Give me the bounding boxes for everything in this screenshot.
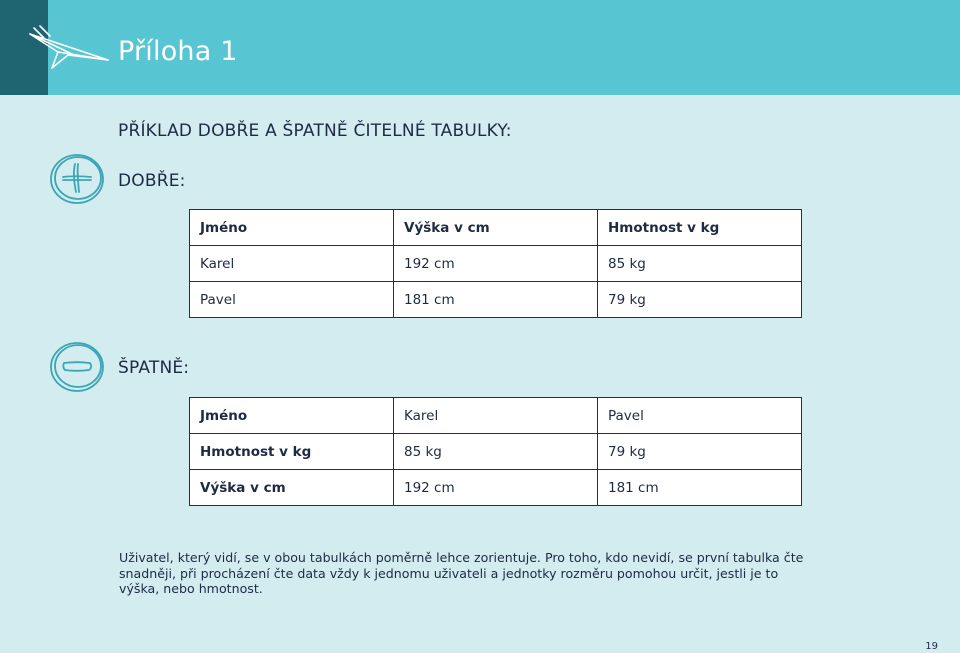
table-cell: 181 cm bbox=[394, 282, 598, 318]
table-header-cell: Jméno bbox=[190, 210, 394, 246]
table-cell: 192 cm bbox=[394, 470, 598, 506]
paper-plane-icon bbox=[28, 24, 110, 70]
section-heading: PŘÍKLAD DOBŘE A ŠPATNĚ ČITELNÉ TABULKY: bbox=[118, 121, 512, 141]
page-number: 19 bbox=[925, 641, 938, 652]
page-title: Příloha 1 bbox=[118, 36, 238, 67]
table-cell: Karel bbox=[190, 246, 394, 282]
table-row bbox=[190, 246, 802, 282]
table-cell: 85 kg bbox=[394, 434, 598, 470]
table-cell: 181 cm bbox=[598, 470, 802, 506]
good-label: DOBŘE: bbox=[118, 171, 186, 191]
table-cell: Pavel bbox=[190, 282, 394, 318]
table-header-cell: Jméno bbox=[190, 398, 394, 434]
table-cell: 85 kg bbox=[598, 246, 802, 282]
table-cell: 79 kg bbox=[598, 282, 802, 318]
table-row bbox=[190, 434, 802, 470]
table-header-cell: Hmotnost v kg bbox=[598, 210, 802, 246]
explanation-paragraph: Uživatel, který vidí, se v obou tabulkách poměrně lehce zorientuje. Pro toho, kdo nevidí, se první tabulka čte snadněji, při procházení čte data vždy k jednomu uživateli a jednotky rozměru pomohou určit, jestli je to výška, nebo hmotnost. bbox=[119, 550, 804, 596]
table-row bbox=[190, 398, 802, 434]
table-row bbox=[190, 470, 802, 506]
plus-circle-icon bbox=[48, 152, 106, 206]
table-cell: Pavel bbox=[598, 398, 802, 434]
table-cell: Karel bbox=[394, 398, 598, 434]
table-cell: 192 cm bbox=[394, 246, 598, 282]
table-cell: 79 kg bbox=[598, 434, 802, 470]
header-bar bbox=[0, 0, 960, 95]
table-row bbox=[190, 210, 802, 246]
minus-circle-icon bbox=[48, 340, 106, 394]
table-header-cell: Výška v cm bbox=[190, 470, 394, 506]
bad-label: ŠPATNĚ: bbox=[118, 358, 190, 378]
table-header-cell: Hmotnost v kg bbox=[190, 434, 394, 470]
good-table bbox=[189, 209, 802, 318]
table-header-cell: Výška v cm bbox=[394, 210, 598, 246]
bad-table bbox=[189, 397, 802, 506]
table-row bbox=[190, 282, 802, 318]
